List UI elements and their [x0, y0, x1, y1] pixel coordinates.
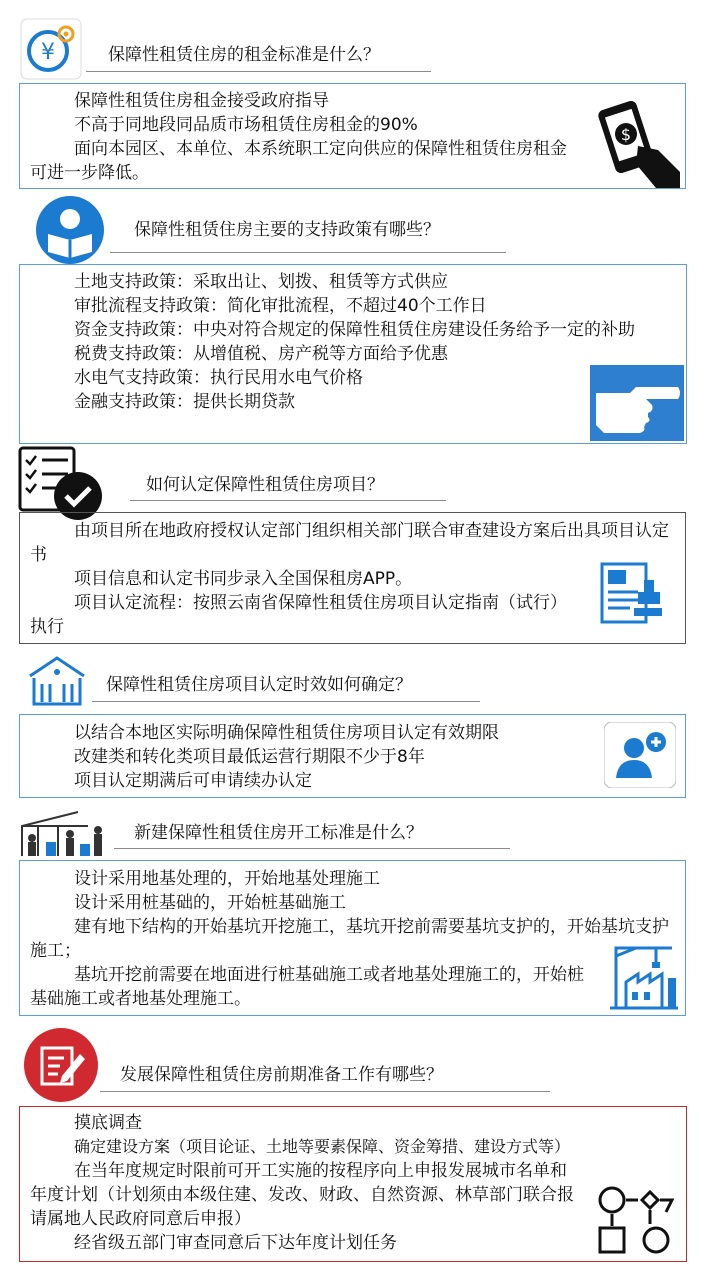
heading-underline	[86, 71, 431, 72]
heading-underline	[110, 252, 506, 253]
question-heading: 保障性租赁住房的租金标准是什么？	[108, 45, 380, 65]
answer-line: 摸底调查	[74, 1113, 142, 1133]
heading-underline	[92, 701, 480, 702]
document-stamp-icon	[600, 562, 662, 626]
heading-underline	[130, 500, 446, 501]
answer-line: 金融支持政策：提供长期贷款	[74, 392, 295, 412]
answer-line: 土地支持政策：采取出让、划拨、租赁等方式供应	[74, 272, 448, 292]
answer-line: 改建类和转化类项目最低运营行期限不少于8年	[74, 747, 425, 767]
flowchart-shapes-icon	[596, 1184, 678, 1258]
yuan-coin-icon	[20, 18, 82, 80]
hand-phone-dollar-icon	[598, 98, 684, 188]
answer-line: 资金支持政策：中央对符合规定的保障性租赁住房建设任务给予一定的补助	[74, 320, 635, 340]
answer-line: 水电气支持政策：执行民用水电气价格	[74, 368, 363, 388]
construction-workers-icon	[18, 808, 110, 858]
answer-line: 项目信息和认定书同步录入全国保租房APP。	[74, 569, 413, 589]
reader-book-icon	[34, 194, 106, 266]
question-heading: 新建保障性租赁住房开工标准是什么？	[134, 823, 423, 843]
answer-line: 设计采用地基处理的，开始地基处理施工	[74, 869, 380, 889]
answer-line: 项目认定流程：按照云南省保障性租赁住房项目认定指南（试行） 执行	[30, 593, 567, 637]
pointing-hand-icon	[590, 365, 684, 441]
building-icon	[28, 656, 86, 706]
answer-line: 税费支持政策：从增值税、房产税等方面给予优惠	[74, 344, 448, 364]
question-heading: 如何认定保障性租赁住房项目？	[146, 475, 384, 495]
answer-box	[19, 512, 686, 644]
answer-box	[19, 264, 687, 444]
question-heading: 保障性租赁住房项目认定时效如何确定？	[106, 675, 412, 695]
answer-line: 面向本园区、本单位、本系统职工定向供应的保障性租赁住房租金可进一步降低。	[30, 139, 567, 183]
answer-box	[19, 1106, 687, 1262]
answer-line: 由项目所在地政府授权认定部门组织相关部门联合审查建设方案后出具项目认定书	[30, 521, 669, 565]
answer-line: 在当年度规定时限前可开工实施的按程序向上申报发展城市名单和年度计划（计划须由本级住建、发改、财政、自然资源、林草部门联合报请属地人民政府同意后申报）	[30, 1161, 574, 1229]
question-heading: 保障性租赁住房主要的支持政策有哪些？	[134, 220, 440, 240]
answer-box	[19, 860, 686, 1016]
answer-box	[19, 714, 686, 798]
answer-line: 以结合本地区实际明确保障性租赁住房项目认定有效期限	[74, 723, 499, 743]
answer-line: 设计采用桩基础的，开始桩基础施工	[74, 893, 346, 913]
answer-line: 项目认定期满后可申请续办认定	[74, 771, 312, 791]
answer-line: 确定建设方案（项目论证、土地等要素保障、资金筹措、建设方式等）	[74, 1137, 571, 1156]
answer-line: 审批流程支持政策：简化审批流程，不超过40个工作日	[74, 296, 487, 316]
svg-text:¥: ¥	[41, 40, 55, 65]
answer-line: 不高于同地段同品质市场租赁住房租金的90%	[74, 115, 418, 135]
checklist-icon	[18, 446, 104, 522]
heading-underline	[114, 848, 510, 849]
crane-factory-icon	[608, 938, 680, 1010]
add-user-icon	[604, 722, 676, 788]
answer-line: 经省级五部门审查同意后下达年度计划任务	[74, 1233, 397, 1253]
heading-underline	[100, 1091, 550, 1092]
answer-line: 基坑开挖前需要在地面进行桩基础施工或者地基处理施工的，开始桩基础施工或者地基处理施工。	[30, 965, 584, 1009]
answer-line: 保障性租赁住房租金接受政府指导	[74, 91, 329, 111]
answer-line: 建有地下结构的开始基坑开挖施工，基坑开挖前需要基坑支护的，开始基坑支护施工；	[30, 917, 669, 961]
question-heading: 发展保障性租赁住房前期准备工作有哪些？	[120, 1065, 443, 1085]
svg-text:$: $	[620, 125, 632, 144]
edit-note-icon	[22, 1026, 100, 1104]
answer-box	[19, 83, 686, 189]
